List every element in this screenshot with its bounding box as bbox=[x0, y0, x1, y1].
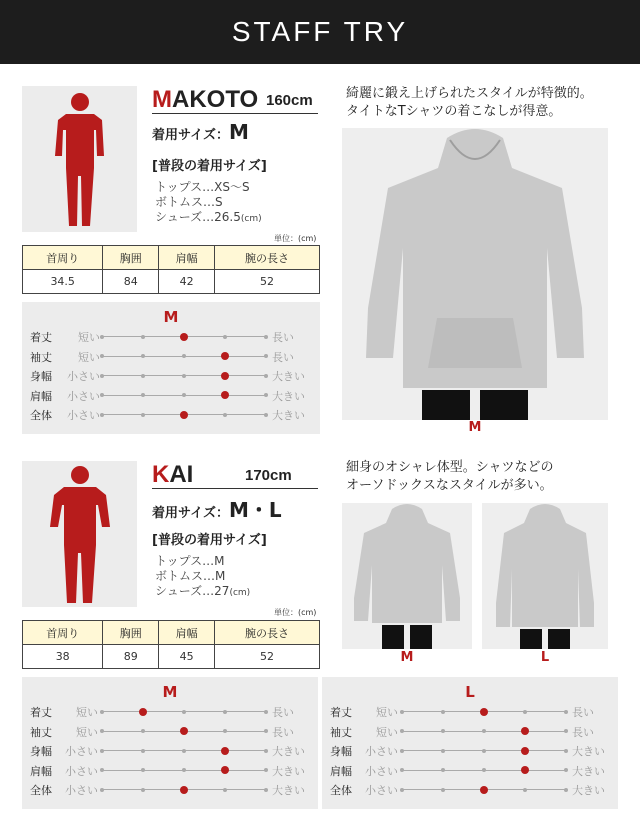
staff-comment: 細身のオシャレ体型。シャツなどの オーソドックスなスタイルが多い。 bbox=[346, 460, 554, 493]
fit-row-label: 着丈 bbox=[330, 706, 352, 719]
fit-scale-tick bbox=[223, 729, 227, 733]
person-silhouette-icon bbox=[22, 461, 137, 607]
page-title: STAFF TRY bbox=[231, 16, 409, 47]
fit-scale-tick bbox=[564, 768, 568, 772]
fit-row-label: 全体 bbox=[330, 784, 352, 797]
fit-row-label: 肩幅 bbox=[330, 764, 352, 778]
fit-row-label: 全体 bbox=[30, 784, 52, 797]
fit-scale-tick bbox=[100, 335, 104, 339]
usual-size-item: シューズ…26.5(cm) bbox=[155, 210, 262, 224]
staff-photo-m bbox=[342, 503, 472, 649]
measurement-table bbox=[22, 620, 320, 669]
fit-row-min: 短い bbox=[76, 706, 98, 719]
fit-row-min: 小さい bbox=[365, 784, 398, 797]
fit-scale-marker bbox=[221, 391, 229, 399]
table-cell: 84 bbox=[103, 270, 159, 294]
fit-panel bbox=[22, 302, 320, 434]
table-header: 胸囲 bbox=[103, 621, 159, 645]
fit-row-label: 身幅 bbox=[30, 745, 52, 758]
fit-scale-tick bbox=[100, 768, 104, 772]
fit-size-title: M bbox=[162, 683, 178, 701]
table-cell: 45 bbox=[159, 645, 215, 669]
photo-size-label: L bbox=[540, 650, 550, 665]
fit-row-label: 身幅 bbox=[30, 370, 52, 383]
unit-note: 単位：(cm) bbox=[274, 608, 317, 617]
fit-scale-marker bbox=[221, 766, 229, 774]
fit-scale-tick bbox=[100, 374, 104, 378]
fit-scale-tick bbox=[441, 749, 445, 753]
fit-row-max: 大きい bbox=[572, 745, 605, 758]
fit-scale-tick bbox=[141, 354, 145, 358]
fit-row-min: 小さい bbox=[365, 745, 398, 758]
table-header: 首周り bbox=[23, 246, 103, 270]
fit-scale-tick bbox=[264, 413, 268, 417]
staff-height: 170cm bbox=[245, 467, 292, 484]
fit-scale-tick bbox=[223, 788, 227, 792]
table-cell: 34.5 bbox=[23, 270, 103, 294]
staff-silhouette-kai bbox=[22, 461, 137, 607]
fit-row-max: 長い bbox=[272, 331, 294, 344]
fit-scale-marker bbox=[521, 747, 529, 755]
table-header: 胸囲 bbox=[103, 246, 159, 270]
table-header: 腕の長さ bbox=[215, 246, 320, 270]
fit-scale-tick bbox=[141, 335, 145, 339]
fit-scale-tick bbox=[441, 768, 445, 772]
fit-scale-tick bbox=[100, 413, 104, 417]
wearing-size: 着用サイズ：M bbox=[152, 120, 249, 144]
fit-scale-tick bbox=[141, 393, 145, 397]
fit-scale-tick bbox=[141, 374, 145, 378]
fit-row-min: 短い bbox=[78, 331, 100, 344]
fit-scale-tick bbox=[223, 710, 227, 714]
fit-scale-tick bbox=[400, 768, 404, 772]
fit-row-min: 短い bbox=[376, 725, 398, 739]
fit-scale-marker bbox=[139, 708, 147, 716]
usual-size-item: トップス…XS〜S bbox=[155, 180, 250, 194]
fit-scale-tick bbox=[182, 710, 186, 714]
fit-row-min: 短い bbox=[78, 350, 100, 364]
fit-scale-marker bbox=[180, 727, 188, 735]
table-cell: 89 bbox=[103, 645, 159, 669]
staff-name: MAKOTO bbox=[152, 86, 259, 113]
fit-row-label: 着丈 bbox=[30, 706, 52, 719]
name-divider bbox=[152, 113, 318, 114]
hoodie-model-photo bbox=[482, 503, 608, 649]
fit-row-max: 大きい bbox=[272, 764, 305, 778]
fit-scale-tick bbox=[264, 749, 268, 753]
fit-row-min: 小さい bbox=[65, 764, 98, 778]
fit-row-min: 短い bbox=[376, 706, 398, 719]
table-header: 肩幅 bbox=[159, 246, 215, 270]
fit-scale-tick bbox=[400, 710, 404, 714]
fit-scale-tick bbox=[264, 710, 268, 714]
usual-size-item: ボトムス…M bbox=[155, 569, 226, 583]
fit-scale-tick bbox=[141, 729, 145, 733]
fit-row-max: 長い bbox=[272, 725, 294, 739]
fit-row-max: 長い bbox=[572, 706, 594, 719]
table-cell: 52 bbox=[215, 270, 320, 294]
fit-scale-tick bbox=[182, 393, 186, 397]
fit-row-label: 着丈 bbox=[30, 331, 52, 344]
fit-scale-marker bbox=[180, 411, 188, 419]
name-divider bbox=[152, 488, 318, 489]
fit-row-min: 小さい bbox=[67, 389, 100, 403]
fit-row-label: 袖丈 bbox=[30, 350, 52, 364]
fit-scale-tick bbox=[482, 749, 486, 753]
fit-scale-tick bbox=[441, 710, 445, 714]
fit-scale-tick bbox=[264, 788, 268, 792]
fit-row-max: 大きい bbox=[572, 764, 605, 778]
hoodie-model-photo bbox=[342, 128, 608, 420]
usual-size-title: [普段の着用サイズ] bbox=[152, 159, 267, 174]
person-silhouette-icon bbox=[22, 86, 137, 232]
fit-scale-marker bbox=[221, 747, 229, 755]
usual-size-title: [普段の着用サイズ] bbox=[152, 533, 267, 548]
fit-row-max: 大きい bbox=[272, 745, 305, 758]
fit-row-max: 大きい bbox=[272, 409, 305, 422]
hoodie-model-photo bbox=[342, 503, 472, 649]
fit-row-max: 大きい bbox=[272, 389, 305, 403]
fit-scale-marker bbox=[521, 766, 529, 774]
table-cell: 52 bbox=[215, 645, 320, 669]
fit-scale-tick bbox=[182, 354, 186, 358]
wearing-size: 着用サイズ：M・L bbox=[152, 498, 282, 522]
usual-size-item: ボトムス…S bbox=[155, 195, 223, 209]
fit-scale-tick bbox=[100, 729, 104, 733]
fit-size-title: L bbox=[465, 683, 475, 701]
fit-scale-tick bbox=[482, 729, 486, 733]
fit-scale-tick bbox=[400, 729, 404, 733]
table-header: 腕の長さ bbox=[215, 621, 320, 645]
fit-scale-marker bbox=[521, 727, 529, 735]
staff-comment: 綺麗に鍛え上げられたスタイルが特徴的。 タイトなTシャツの着こなしが得意。 bbox=[346, 86, 593, 119]
staff-photo bbox=[342, 128, 608, 420]
fit-row-max: 長い bbox=[272, 706, 294, 719]
fit-scale-tick bbox=[523, 788, 527, 792]
fit-row-min: 短い bbox=[76, 725, 98, 739]
fit-scale-tick bbox=[264, 768, 268, 772]
fit-scale-tick bbox=[100, 710, 104, 714]
fit-scale-tick bbox=[264, 393, 268, 397]
fit-scale-tick bbox=[100, 393, 104, 397]
fit-row-min: 小さい bbox=[67, 370, 100, 383]
fit-scale-tick bbox=[100, 788, 104, 792]
fit-row-max: 長い bbox=[272, 350, 294, 364]
fit-scale-tick bbox=[523, 710, 527, 714]
fit-scale-tick bbox=[564, 729, 568, 733]
table-cell: 38 bbox=[23, 645, 103, 669]
fit-panel bbox=[322, 677, 618, 809]
fit-row-label: 袖丈 bbox=[330, 725, 352, 739]
fit-panel bbox=[22, 677, 318, 809]
fit-scale-tick bbox=[141, 768, 145, 772]
fit-row-label: 身幅 bbox=[330, 745, 352, 758]
measurement-table bbox=[22, 245, 320, 294]
fit-scale-tick bbox=[441, 788, 445, 792]
fit-scale-marker bbox=[480, 708, 488, 716]
fit-row-min: 小さい bbox=[65, 745, 98, 758]
fit-scale-tick bbox=[223, 413, 227, 417]
table-cell: 42 bbox=[159, 270, 215, 294]
fit-scale-marker bbox=[221, 372, 229, 380]
fit-scale-tick bbox=[400, 749, 404, 753]
fit-row-label: 袖丈 bbox=[30, 725, 52, 739]
fit-row-min: 小さい bbox=[365, 764, 398, 778]
fit-scale-marker bbox=[221, 352, 229, 360]
fit-scale-tick bbox=[100, 354, 104, 358]
staff-silhouette-makoto bbox=[22, 86, 137, 232]
fit-scale-marker bbox=[180, 786, 188, 794]
staff-photo-l bbox=[482, 503, 608, 649]
unit-note: 単位：(cm) bbox=[274, 234, 317, 243]
fit-scale-tick bbox=[264, 354, 268, 358]
table-header: 肩幅 bbox=[159, 621, 215, 645]
staff-name: KAI bbox=[152, 461, 194, 488]
fit-scale-tick bbox=[564, 749, 568, 753]
fit-row-min: 小さい bbox=[67, 409, 100, 422]
fit-size-title: M bbox=[163, 308, 179, 326]
table-header: 首周り bbox=[23, 621, 103, 645]
fit-scale-tick bbox=[141, 413, 145, 417]
fit-row-label: 肩幅 bbox=[30, 389, 52, 403]
page-header bbox=[0, 0, 640, 64]
fit-scale-tick bbox=[264, 374, 268, 378]
fit-row-max: 大きい bbox=[272, 784, 305, 797]
fit-scale-tick bbox=[182, 374, 186, 378]
fit-row-max: 長い bbox=[572, 725, 594, 739]
photo-size-label: M bbox=[400, 650, 414, 665]
fit-scale-tick bbox=[564, 788, 568, 792]
fit-scale-tick bbox=[182, 749, 186, 753]
fit-scale-tick bbox=[141, 788, 145, 792]
usual-size-item: シューズ…27(cm) bbox=[155, 584, 251, 598]
fit-scale-tick bbox=[100, 749, 104, 753]
fit-row-max: 大きい bbox=[572, 784, 605, 797]
fit-scale-marker bbox=[480, 786, 488, 794]
fit-scale-tick bbox=[264, 335, 268, 339]
fit-row-label: 肩幅 bbox=[30, 764, 52, 778]
fit-scale-marker bbox=[180, 333, 188, 341]
fit-scale-tick bbox=[141, 749, 145, 753]
usual-size-item: トップス…M bbox=[155, 554, 225, 568]
fit-scale-tick bbox=[564, 710, 568, 714]
fit-scale-tick bbox=[441, 729, 445, 733]
fit-row-label: 全体 bbox=[30, 409, 52, 422]
fit-scale-tick bbox=[182, 768, 186, 772]
fit-scale-tick bbox=[482, 768, 486, 772]
photo-size-label: M bbox=[468, 420, 482, 435]
staff-height: 160cm bbox=[266, 92, 313, 109]
fit-scale-tick bbox=[400, 788, 404, 792]
fit-scale-tick bbox=[264, 729, 268, 733]
fit-row-min: 小さい bbox=[65, 784, 98, 797]
fit-scale-tick bbox=[223, 335, 227, 339]
fit-row-max: 大きい bbox=[272, 370, 305, 383]
